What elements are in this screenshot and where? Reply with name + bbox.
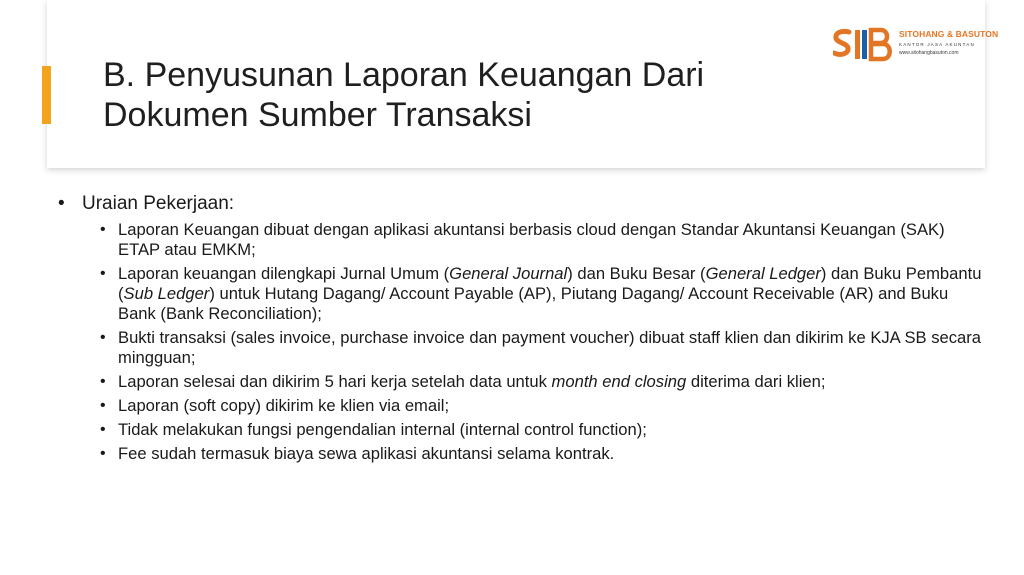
main-bullet-text: Uraian Pekerjaan: (82, 193, 235, 214)
list-item (100, 372, 988, 392)
list-item-text: Fee sudah termasuk biaya sewa aplikasi akuntansi selama kontrak. (118, 444, 615, 463)
logo-subtitle: KANTOR JASA AKUNTAN (899, 42, 975, 47)
sub-bullet-list (58, 220, 988, 464)
bullet-icon: • (100, 373, 106, 390)
list-item (100, 420, 988, 440)
list-item-text: ) untuk Hutang Dagang/ Account Payable (AP), Piutang Dagang/ Account Receivable (AR) and Buku Bank (Bank Reconciliation); (118, 284, 949, 323)
italic-term: General Ledger (705, 264, 821, 283)
logo-company-name: SITOHANG & BASUTON (899, 29, 999, 39)
list-item (100, 264, 988, 324)
italic-term: General Journal (449, 264, 568, 283)
slide-title (103, 55, 823, 135)
list-item-text: Laporan keuangan dilengkapi Jurnal Umum ( (118, 264, 450, 283)
bullet-icon: • (100, 421, 106, 438)
logo-url: www.sitohangbasuton.com (899, 50, 959, 56)
list-item (100, 220, 988, 260)
list-item-text: Laporan (soft copy) dikirim ke klien via email; (118, 396, 450, 415)
bullet-icon: • (100, 265, 106, 282)
list-item (100, 444, 988, 464)
list-item-text: diterima dari klien; (686, 372, 826, 391)
italic-term: month end closing (551, 372, 687, 391)
list-item-text: Bukti transaksi (sales invoice, purchase invoice dan payment voucher) dibuat staff klien dan dikirim ke KJA SB secara mingguan; (118, 328, 981, 367)
bullet-icon: • (100, 445, 106, 462)
slide-body (58, 192, 988, 468)
company-logo (833, 26, 999, 64)
slide-title-line-2: Dokumen Sumber Transaksi (103, 96, 532, 134)
list-item-text: ) dan Buku Besar ( (567, 264, 706, 283)
accent-bar (42, 66, 51, 124)
slide-title-line-1: B. Penyusunan Laporan Keuangan Dari (103, 56, 705, 94)
sb-logo-mark (833, 26, 895, 62)
list-item (100, 328, 988, 368)
bullet-icon: • (100, 329, 106, 346)
list-item-text: Tidak melakukan fungsi pengendalian internal (internal control function); (118, 420, 647, 439)
main-bullet (58, 192, 988, 216)
bullet-icon: • (100, 221, 106, 238)
bullet-icon: • (58, 193, 65, 214)
list-item-text: Laporan Keuangan dibuat dengan aplikasi akuntansi berbasis cloud dengan Standar Akuntansi Keuangan (SAK) ETAP atau EMKM; (118, 220, 945, 259)
bullet-icon: • (100, 397, 106, 414)
list-item-text: ) dan Buku Pembantu ( (118, 264, 982, 303)
list-item-text: Laporan selesai dan dikirim 5 hari kerja setelah data untuk (118, 372, 552, 391)
list-item (100, 396, 988, 416)
italic-term: Sub Ledger (123, 284, 210, 303)
